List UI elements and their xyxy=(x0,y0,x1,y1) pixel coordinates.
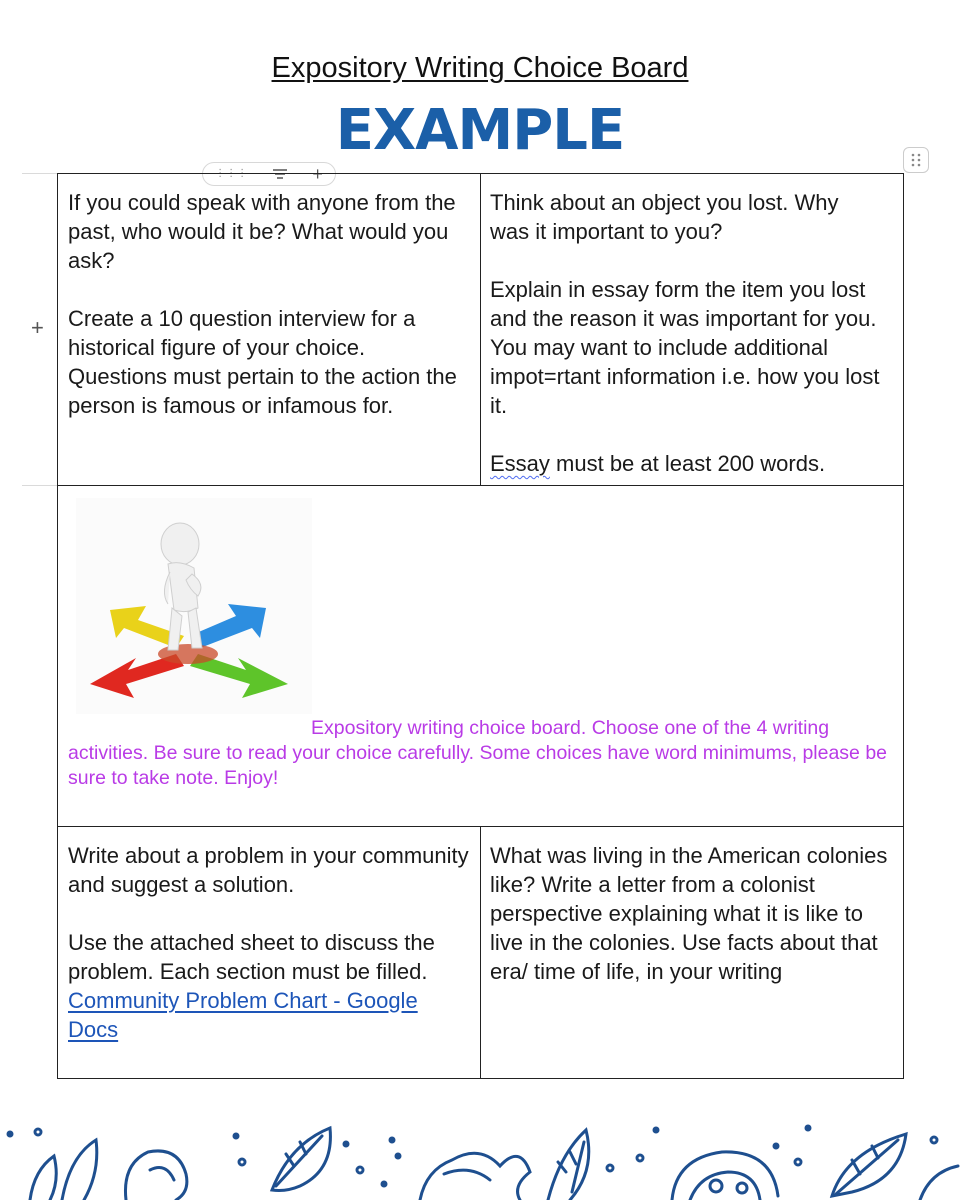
requirement-text: must be at least 200 words. xyxy=(549,451,826,476)
document-title: Expository Writing Choice Board xyxy=(271,52,689,84)
choice-cell-colonies-letter[interactable] xyxy=(481,827,903,1078)
row-guide-line xyxy=(22,173,58,174)
doodle-border xyxy=(0,1100,960,1200)
person-arrows-image[interactable] xyxy=(76,498,312,714)
drag-handle-icon xyxy=(911,153,921,167)
row-guide-line xyxy=(22,485,58,486)
choice-cell-lost-object[interactable] xyxy=(481,174,903,486)
cell-task: Explain in essay form the item you lost and the reason it was important for you. You may want to include additional impot=rtant information i.e. how you lost it. xyxy=(490,277,880,418)
spellcheck-word[interactable]: Essay xyxy=(490,451,550,476)
choice-cell-community-problem[interactable] xyxy=(58,827,481,1078)
plus-icon: + xyxy=(31,315,44,340)
plus-icon[interactable]: + xyxy=(312,163,323,184)
drag-handle-icon[interactable]: ⋮⋮⋮ xyxy=(215,168,249,179)
cell-task: Use the attached sheet to discuss the problem. Each section must be filled. xyxy=(68,930,435,984)
community-problem-chart-link[interactable]: Community Problem Chart - Google Docs xyxy=(68,988,418,1042)
choice-board-table xyxy=(57,173,904,1079)
cell-prompt: Write about a problem in your community and suggest a solution. xyxy=(68,843,469,897)
choice-cell-interview[interactable] xyxy=(58,174,481,486)
table-handle[interactable] xyxy=(903,147,929,173)
cell-prompt: What was living in the American colonies like? Write a letter from a colonist perspective explaining what it is like to live in the colonies. Use facts about that era/ time of life, in your writing xyxy=(490,843,888,984)
intro-cell xyxy=(58,486,903,827)
cell-prompt: Think about an object you lost. Why was it important to you? xyxy=(490,190,839,244)
add-row-button[interactable] xyxy=(31,317,44,339)
cell-task: Create a 10 question interview for a historical figure of your choice. Questions must pertain to the action the person is famous or infamous for. xyxy=(68,306,457,418)
intro-instructions: Expository writing choice board. Choose one of the 4 writing activities. Be sure to read your choice carefully. Some choices have word minimums, please be sure to take note. Enjoy! xyxy=(68,717,888,789)
example-heading: EXAMPLE xyxy=(335,98,625,163)
cell-requirement xyxy=(490,449,893,478)
cell-prompt: If you could speak with anyone from the past, who would it be? What would you ask? xyxy=(68,190,456,273)
